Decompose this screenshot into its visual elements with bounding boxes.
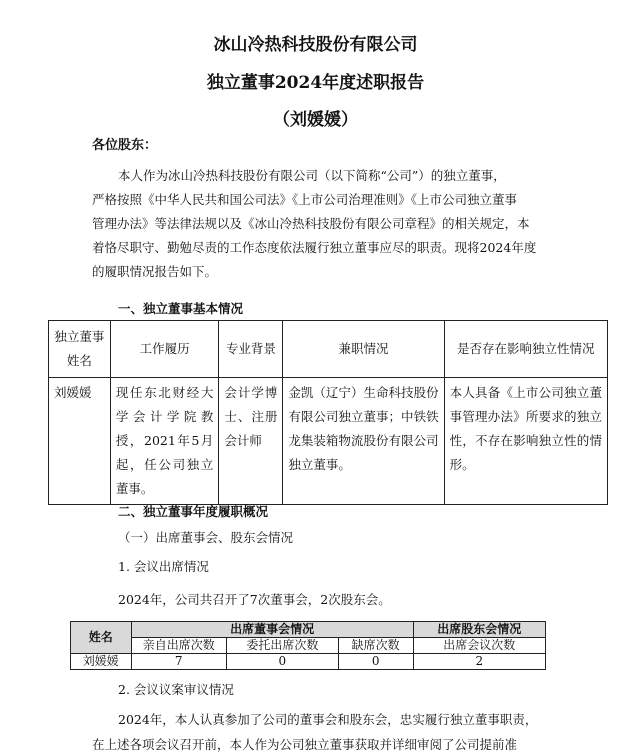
attendance-summary: 2024年，公司共召开了7次董事会，2次股东会。 <box>118 592 391 607</box>
intro-line: 的履职情况报告如下。 <box>92 264 218 279</box>
subsection-title: （一）出席董事会、股东会情况 <box>118 530 294 545</box>
cell-part-time: 金凯（辽宁）生命科技股份有限公司独立董事；中铁铁龙集装箱物流股份有限公司独立董事。 <box>283 378 444 505</box>
header-attended: 亲自出席次数 <box>131 638 226 654</box>
closing-line: 在上述各项会议召开前，本人作为公司独立董事获取并详细审阅了公司提前准 <box>92 737 518 752</box>
item-title: 1. 会议出席情况 <box>118 559 209 574</box>
header-background: 专业背景 <box>219 321 283 378</box>
cell-attended: 7 <box>131 654 226 670</box>
intro-line: 管理办法》等法律法规以及《冰山冷热科技股份有限公司章程》的相关规定，本 <box>92 216 530 231</box>
cell-shareholder: 2 <box>413 654 545 670</box>
company-title: 冰山冷热科技股份有限公司 <box>213 35 418 55</box>
cell-independence: 本人具备《上市公司独立董事管理办法》所要求的独立性，不存在影响独立性的情形。 <box>444 378 607 505</box>
attendance-table <box>70 621 546 670</box>
header-shareholder-group: 出席股东会情况 <box>413 622 545 638</box>
basic-info-table <box>48 320 608 505</box>
cell-name: 刘媛媛 <box>49 378 111 505</box>
cell-proxy: 0 <box>226 654 338 670</box>
header-shareholder-count: 出席会议次数 <box>413 638 545 654</box>
header-independence: 是否存在影响独立性情况 <box>444 321 607 378</box>
header-name: 独立董事姓名 <box>49 321 111 378</box>
section2-title: 二、独立董事年度履职概况 <box>118 504 269 519</box>
header-proxy: 委托出席次数 <box>226 638 338 654</box>
greeting: 各位股东： <box>92 138 158 153</box>
author-name: （刘媛媛） <box>273 110 358 130</box>
intro-line: 严格按照《中华人民共和国公司法》《上市公司治理准则》《上市公司独立董事 <box>92 192 518 207</box>
section1-title: 一、独立董事基本情况 <box>118 301 244 316</box>
header-name: 姓名 <box>71 622 132 654</box>
report-title: 独立董事2024年度述职报告 <box>206 73 425 93</box>
header-board-group: 出席董事会情况 <box>131 622 413 638</box>
cell-background: 会计学博士、注册会计师 <box>219 378 283 505</box>
cell-name: 刘媛媛 <box>71 654 132 670</box>
header-absent: 缺席次数 <box>338 638 413 654</box>
intro-line: 着恪尽职守、勤勉尽责的工作态度依法履行独立董事应尽的职责。现将2024年度 <box>92 240 537 255</box>
header-history: 工作履历 <box>110 321 219 378</box>
cell-history: 现任东北财经大学会计学院教授，2021年5月起，任公司独立董事。 <box>110 378 219 505</box>
item-title: 2. 会议议案审议情况 <box>118 682 234 697</box>
header-part-time: 兼职情况 <box>283 321 444 378</box>
intro-line: 本人作为冰山冷热科技股份有限公司（以下简称“公司”）的独立董事， <box>118 168 506 183</box>
cell-absent: 0 <box>338 654 413 670</box>
closing-line: 2024年，本人认真参加了公司的董事会和股东会，忠实履行独立董事职责， <box>118 712 538 727</box>
